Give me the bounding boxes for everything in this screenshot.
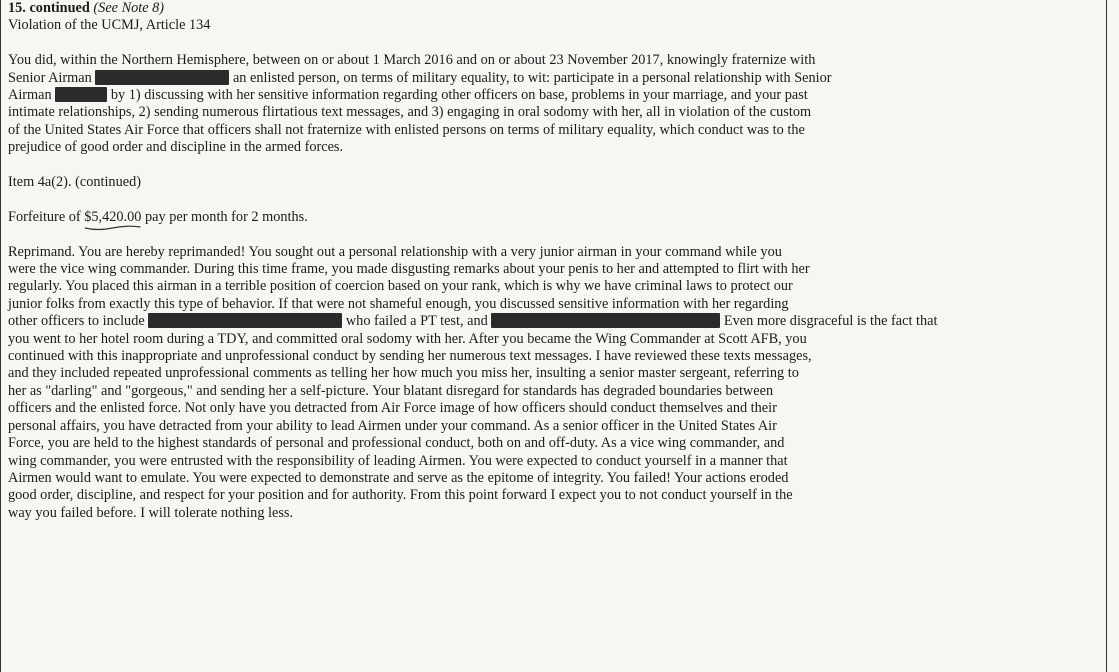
spec-line: Senior Airman an enlisted person, on terms of military equality, to wit: participate in a personal relationship with Senior (8, 69, 832, 86)
reprimand-line: wing commander, you were entrusted with the responsibility of leading Airmen. You were expected to conduct yourself in a manner that (8, 452, 788, 469)
reprimand-line: good order, discipline, and respect for your position and for authority. From this point forward I expect you to not conduct yourself in the (8, 487, 793, 504)
forfeiture-amount: $5,420.00 (84, 209, 141, 226)
reprimand-line: officers and the enlisted force. Not only have you detracted from Air Force image of how officers should conduct themselves and their (8, 400, 777, 417)
specification-paragraph (8, 52, 1100, 156)
reprimand-line: her as "darling" and "gorgeous," and sending her a self-picture. Your blatant disregard for standards has degraded boundaries between (8, 382, 774, 399)
reprimand-line: Force, you are held to the highest standards of personal and professional conduct, both on and off-duty. As a vice wing commander, and (8, 435, 785, 452)
note-reference: (See Note 8) (93, 0, 165, 16)
spec-line: prejudice of good order and discipline in the armed forces. (8, 139, 344, 156)
reprimand-line: regularly. You placed this airman in a terrible position of coercion based on your rank, which is why we have criminal laws to protect our (8, 278, 793, 295)
item-number: 15. continued (8, 0, 90, 16)
reprimand-line: and they included repeated unprofessional comments as telling her how much you miss her, insulting a senior master sergeant, referring to (8, 365, 799, 382)
reprimand-line: continued with this inappropriate and unprofessional conduct by sending her numerous text messages. I have reviewed these texts messages, (8, 348, 812, 365)
handwritten-underline (84, 225, 141, 231)
spec-line: intimate relationships, 2) sending numerous flirtatious text messages, and 3) engaging in oral sodomy with her, all in violation of the custom (8, 104, 812, 121)
reprimand-line: were the vice wing commander. During this time frame, you made disgusting remarks about your penis to her and attempted to flirt with her (8, 261, 810, 278)
reprimand-line: other officers to include who failed a PT test, and Even more disgraceful is the fact that (8, 313, 938, 330)
item-4a-label: Item 4a(2). (continued) (8, 174, 141, 191)
spec-line: You did, within the Northern Hemisphere, between on or about 1 March 2016 and on or about 23 November 2017, knowingly fraternize with (8, 52, 816, 69)
redaction-bar (491, 313, 720, 328)
redaction-bar (95, 70, 229, 85)
redaction-bar (55, 87, 107, 102)
reprimand-line: Airmen would want to emulate. You were expected to demonstrate and serve as the epitome of integrity. You failed! Your actions eroded (8, 469, 789, 486)
reprimand-line: Reprimand. You are hereby reprimanded! You sought out a personal relationship with a very junior airman in your command while you (8, 243, 782, 260)
spec-line: Airman by 1) discussing with her sensitive information regarding other officers on base, problems in your marriage, and your past (8, 87, 808, 104)
reprimand-line: you went to her hotel room during a TDY, and committed oral sodomy with her. After you became the Wing Commander at Scott AFB, you (8, 330, 807, 347)
reprimand-line: way you failed before. I will tolerate nothing less. (8, 504, 294, 521)
violation-title: Violation of the UCMJ, Article 134 (8, 17, 211, 34)
section-heading (8, 0, 1100, 17)
reprimand-line: personal affairs, you have detracted from your ability to lead Airmen under your command. As a senior officer in the United States Air (8, 417, 777, 434)
forfeiture-line: Forfeiture of $5,420.00 pay per month for 2 months. (8, 209, 1100, 226)
reprimand-line: junior folks from exactly this type of behavior. If that were not shameful enough, you discussed sensitive information with her regarding (8, 295, 789, 312)
redaction-bar (148, 313, 342, 328)
spec-line: of the United States Air Force that officers shall not fraternize with enlisted persons on terms of military equality, which conduct was to the (8, 121, 805, 138)
reprimand-paragraph (8, 244, 1100, 523)
